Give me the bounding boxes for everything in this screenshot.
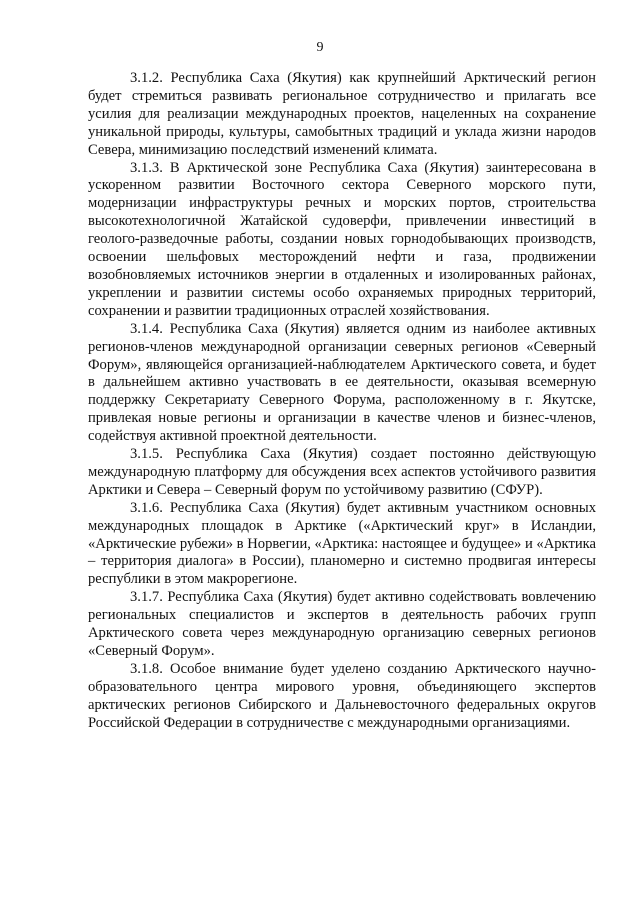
paragraph-3-1-5: 3.1.5. Республика Саха (Якутия) создает постоянно действующую международную платформу для обсуждения всех аспектов устойчивого развития Арктики и Севера – Северный форум по устойчивому развитию (СФУР). xyxy=(88,446,596,498)
paragraph-3-1-2: 3.1.2. Республика Саха (Якутия) как крупнейший Арктический регион будет стремиться развивать региональное сотрудничество и прилагать все усилия для реализации международных проектов, нацеленных на сохранение уникальной природы, культуры, самобытных традиций и уклада жизни народов Севера, минимизацию последствий изменений климата. xyxy=(88,70,596,158)
paragraph-3-1-7: 3.1.7. Республика Саха (Якутия) будет активно содействовать вовлечению региональных специалистов и экспертов в деятельность рабочих групп Арктического совета через международную организацию северных регионов «Северный Форум». xyxy=(88,589,596,659)
paragraph-3-1-6: 3.1.6. Республика Саха (Якутия) будет активным участником основных международных площадок в Арктике («Арктический круг» в Исландии, «Арктические рубежи» в Норвегии, «Арктика: настоящее и будущее» и «Арктика – территория диалога» в России), планомерно и системно продвигая интересы республики в этом макрорегионе. xyxy=(88,499,596,588)
paragraph-3-1-4: 3.1.4. Республика Саха (Якутия) является одним из наиболее активных регионов-членов международной организации северных регионов «Северный Форум», являющейся организацией-наблюдателем Арктического совета, и будет в дальнейшем активно участвовать в ее деятельности, оказывая всемерную поддержку Секретариату Северного Форума, расположенному в г. Якутске, привлекая новые регионы и организации в качестве членов и бизнес-членов, содействуя активной проектной деятельности. xyxy=(88,320,596,445)
paragraph-3-1-8: 3.1.8. Особое внимание будет уделено созданию Арктического научно-образовательного центра мирового уровня, объединяющего экспертов арктических регионов Сибирского и Дальневосточного федеральных округов Российской Федерации в сотрудничестве с международными организациями. xyxy=(88,660,596,731)
paragraph-3-1-3: 3.1.3. В Арктической зоне Республика Саха (Якутия) заинтересована в ускоренном развитии Восточного сектора Северного морского пути, модернизации инфраструктуры речных и морских портов, строительства высокотехнологичной Жатайской судоверфи, привлечении инвестиций в геолого-разведочные работы, создании новых горнодобывающих производств, освоении шельфовых месторождений нефти и газа, продвижении возобновляемых источников энергии в отдаленных и изолированных районах, укреплении и развитии системы особо охраняемых природных территорий, сохранении и развитии традиционных отраслей хозяйствования. xyxy=(88,159,596,319)
page-number: 9 xyxy=(316,40,324,55)
document-body xyxy=(88,70,596,733)
